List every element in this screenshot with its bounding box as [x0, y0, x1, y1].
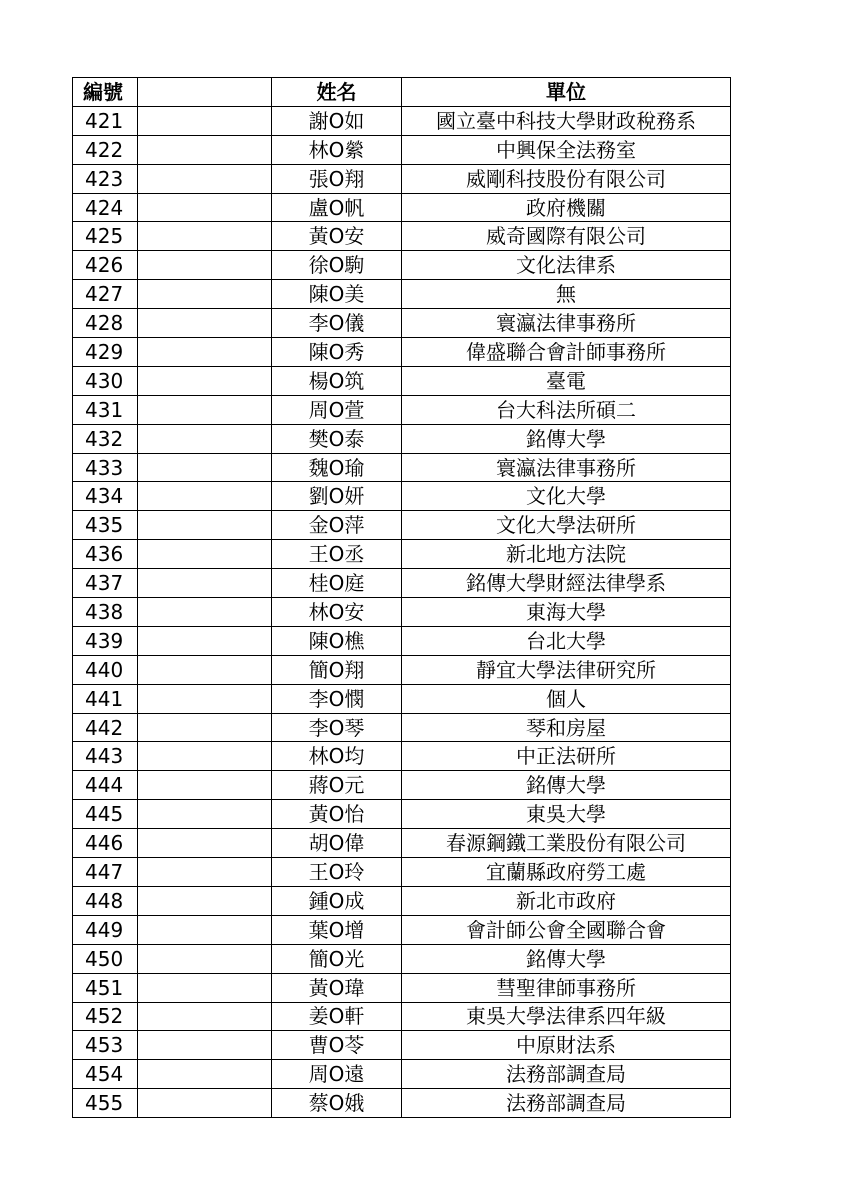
- row-number: 441: [73, 684, 138, 713]
- row-name: 蔡O娥: [272, 1089, 402, 1118]
- row-number: 446: [73, 829, 138, 858]
- row-blank: [138, 915, 272, 944]
- row-name: 黃O瑋: [272, 973, 402, 1002]
- row-number: 445: [73, 800, 138, 829]
- table-row: [73, 511, 731, 540]
- header-name: 姓名: [272, 78, 402, 107]
- table-row: [73, 771, 731, 800]
- row-blank: [138, 829, 272, 858]
- row-number: 427: [73, 280, 138, 309]
- row-unit: 銘傳大學: [402, 771, 731, 800]
- row-blank: [138, 424, 272, 453]
- table-row: [73, 424, 731, 453]
- table-row: [73, 684, 731, 713]
- row-number: 421: [73, 106, 138, 135]
- row-unit: 東吳大學: [402, 800, 731, 829]
- row-name: 李O儀: [272, 309, 402, 338]
- header-unit: 單位: [402, 78, 731, 107]
- table-row: [73, 366, 731, 395]
- row-name: 黃O安: [272, 222, 402, 251]
- row-unit: 會計師公會全國聯合會: [402, 915, 731, 944]
- row-blank: [138, 800, 272, 829]
- row-blank: [138, 280, 272, 309]
- row-number: 436: [73, 540, 138, 569]
- row-name: 盧O帆: [272, 193, 402, 222]
- row-name: 陳O樵: [272, 626, 402, 655]
- row-name: 葉O增: [272, 915, 402, 944]
- row-blank: [138, 684, 272, 713]
- row-unit: 威剛科技股份有限公司: [402, 164, 731, 193]
- row-blank: [138, 164, 272, 193]
- row-unit: 文化法律系: [402, 251, 731, 280]
- row-blank: [138, 858, 272, 887]
- row-blank: [138, 193, 272, 222]
- table-row: [73, 944, 731, 973]
- row-number: 425: [73, 222, 138, 251]
- row-number: 450: [73, 944, 138, 973]
- row-number: 422: [73, 135, 138, 164]
- row-blank: [138, 1089, 272, 1118]
- row-unit: 銘傳大學: [402, 424, 731, 453]
- row-blank: [138, 1002, 272, 1031]
- row-number: 440: [73, 655, 138, 684]
- row-unit: 文化大學: [402, 482, 731, 511]
- row-unit: 銘傳大學財經法律學系: [402, 569, 731, 598]
- row-name: 曹O苓: [272, 1031, 402, 1060]
- row-name: 林O安: [272, 598, 402, 627]
- row-blank: [138, 395, 272, 424]
- table-row: [73, 598, 731, 627]
- row-blank: [138, 598, 272, 627]
- table-row: [73, 655, 731, 684]
- row-number: 448: [73, 886, 138, 915]
- row-number: 429: [73, 338, 138, 367]
- table-row: [73, 395, 731, 424]
- row-unit: 台北大學: [402, 626, 731, 655]
- table-row: [73, 1002, 731, 1031]
- row-blank: [138, 944, 272, 973]
- table-row: [73, 309, 731, 338]
- row-blank: [138, 338, 272, 367]
- row-name: 王O玲: [272, 858, 402, 887]
- row-unit: 文化大學法研所: [402, 511, 731, 540]
- row-number: 432: [73, 424, 138, 453]
- row-number: 430: [73, 366, 138, 395]
- row-blank: [138, 742, 272, 771]
- row-blank: [138, 366, 272, 395]
- row-unit: 寰瀛法律事務所: [402, 309, 731, 338]
- row-number: 431: [73, 395, 138, 424]
- row-name: 簡O翔: [272, 655, 402, 684]
- row-unit: 中正法研所: [402, 742, 731, 771]
- row-name: 陳O秀: [272, 338, 402, 367]
- row-number: 428: [73, 309, 138, 338]
- row-number: 439: [73, 626, 138, 655]
- row-blank: [138, 106, 272, 135]
- row-number: 442: [73, 713, 138, 742]
- row-unit: 法務部調查局: [402, 1060, 731, 1089]
- row-name: 楊O筑: [272, 366, 402, 395]
- row-number: 426: [73, 251, 138, 280]
- row-blank: [138, 482, 272, 511]
- row-unit: 偉盛聯合會計師事務所: [402, 338, 731, 367]
- row-number: 433: [73, 453, 138, 482]
- row-name: 李O琴: [272, 713, 402, 742]
- row-blank: [138, 771, 272, 800]
- row-unit: 威奇國際有限公司: [402, 222, 731, 251]
- row-unit: 東吳大學法律系四年級: [402, 1002, 731, 1031]
- row-number: 434: [73, 482, 138, 511]
- row-number: 423: [73, 164, 138, 193]
- row-blank: [138, 655, 272, 684]
- row-unit: 中興保全法務室: [402, 135, 731, 164]
- table-row: [73, 800, 731, 829]
- row-unit: 法務部調查局: [402, 1089, 731, 1118]
- row-blank: [138, 713, 272, 742]
- table-row: [73, 164, 731, 193]
- row-unit: 春源鋼鐵工業股份有限公司: [402, 829, 731, 858]
- row-name: 陳O美: [272, 280, 402, 309]
- table-row: [73, 193, 731, 222]
- row-name: 桂O庭: [272, 569, 402, 598]
- table-row: [73, 1060, 731, 1089]
- table-row: [73, 251, 731, 280]
- table-row: [73, 222, 731, 251]
- row-number: 452: [73, 1002, 138, 1031]
- row-number: 455: [73, 1089, 138, 1118]
- row-name: 林O均: [272, 742, 402, 771]
- row-unit: 臺電: [402, 366, 731, 395]
- row-name: 張O翔: [272, 164, 402, 193]
- table-row: [73, 858, 731, 887]
- row-number: 447: [73, 858, 138, 887]
- row-name: 劉O妍: [272, 482, 402, 511]
- row-number: 443: [73, 742, 138, 771]
- row-name: 李O憫: [272, 684, 402, 713]
- row-unit: 個人: [402, 684, 731, 713]
- table-row: [73, 482, 731, 511]
- header-blank: [138, 78, 272, 107]
- row-name: 王O丞: [272, 540, 402, 569]
- row-number: 435: [73, 511, 138, 540]
- row-blank: [138, 540, 272, 569]
- table-row: [73, 915, 731, 944]
- row-number: 444: [73, 771, 138, 800]
- row-name: 周O遠: [272, 1060, 402, 1089]
- header-number: 編號: [73, 78, 138, 107]
- table-row: [73, 1031, 731, 1060]
- row-unit: 寰瀛法律事務所: [402, 453, 731, 482]
- row-number: 453: [73, 1031, 138, 1060]
- row-name: 魏O瑜: [272, 453, 402, 482]
- row-unit: 新北市政府: [402, 886, 731, 915]
- row-name: 徐O駒: [272, 251, 402, 280]
- row-unit: 國立臺中科技大學財政稅務系: [402, 106, 731, 135]
- row-blank: [138, 1031, 272, 1060]
- roster-body: [73, 106, 731, 1117]
- row-blank: [138, 511, 272, 540]
- table-row: [73, 280, 731, 309]
- row-blank: [138, 251, 272, 280]
- row-number: 438: [73, 598, 138, 627]
- row-blank: [138, 135, 272, 164]
- table-row: [73, 135, 731, 164]
- roster-table: [72, 77, 731, 1118]
- row-name: 胡O偉: [272, 829, 402, 858]
- header-row: [73, 78, 731, 107]
- table-row: [73, 626, 731, 655]
- row-blank: [138, 626, 272, 655]
- row-name: 黃O怡: [272, 800, 402, 829]
- row-name: 蔣O元: [272, 771, 402, 800]
- row-unit: 彗聖律師事務所: [402, 973, 731, 1002]
- row-name: 鍾O成: [272, 886, 402, 915]
- table-row: [73, 569, 731, 598]
- table-row: [73, 453, 731, 482]
- row-number: 424: [73, 193, 138, 222]
- table-row: [73, 829, 731, 858]
- row-number: 449: [73, 915, 138, 944]
- row-unit: 台大科法所碩二: [402, 395, 731, 424]
- table-row: [73, 1089, 731, 1118]
- row-blank: [138, 222, 272, 251]
- row-unit: 靜宜大學法律研究所: [402, 655, 731, 684]
- row-unit: 宜蘭縣政府勞工處: [402, 858, 731, 887]
- table-row: [73, 713, 731, 742]
- table-row: [73, 540, 731, 569]
- row-blank: [138, 1060, 272, 1089]
- row-unit: 中原財法系: [402, 1031, 731, 1060]
- row-blank: [138, 569, 272, 598]
- row-unit: 新北地方法院: [402, 540, 731, 569]
- row-name: 金O萍: [272, 511, 402, 540]
- row-number: 437: [73, 569, 138, 598]
- row-name: 簡O光: [272, 944, 402, 973]
- table-row: [73, 886, 731, 915]
- row-unit: 政府機關: [402, 193, 731, 222]
- row-unit: 銘傳大學: [402, 944, 731, 973]
- row-name: 周O萱: [272, 395, 402, 424]
- row-number: 451: [73, 973, 138, 1002]
- row-name: 姜O軒: [272, 1002, 402, 1031]
- row-unit: 琴和房屋: [402, 713, 731, 742]
- row-blank: [138, 309, 272, 338]
- row-name: 樊O泰: [272, 424, 402, 453]
- row-blank: [138, 453, 272, 482]
- row-name: 林O縈: [272, 135, 402, 164]
- table-row: [73, 742, 731, 771]
- row-unit: 無: [402, 280, 731, 309]
- table-row: [73, 973, 731, 1002]
- row-blank: [138, 886, 272, 915]
- table-row: [73, 106, 731, 135]
- row-unit: 東海大學: [402, 598, 731, 627]
- row-number: 454: [73, 1060, 138, 1089]
- table-row: [73, 338, 731, 367]
- row-blank: [138, 973, 272, 1002]
- row-name: 謝O如: [272, 106, 402, 135]
